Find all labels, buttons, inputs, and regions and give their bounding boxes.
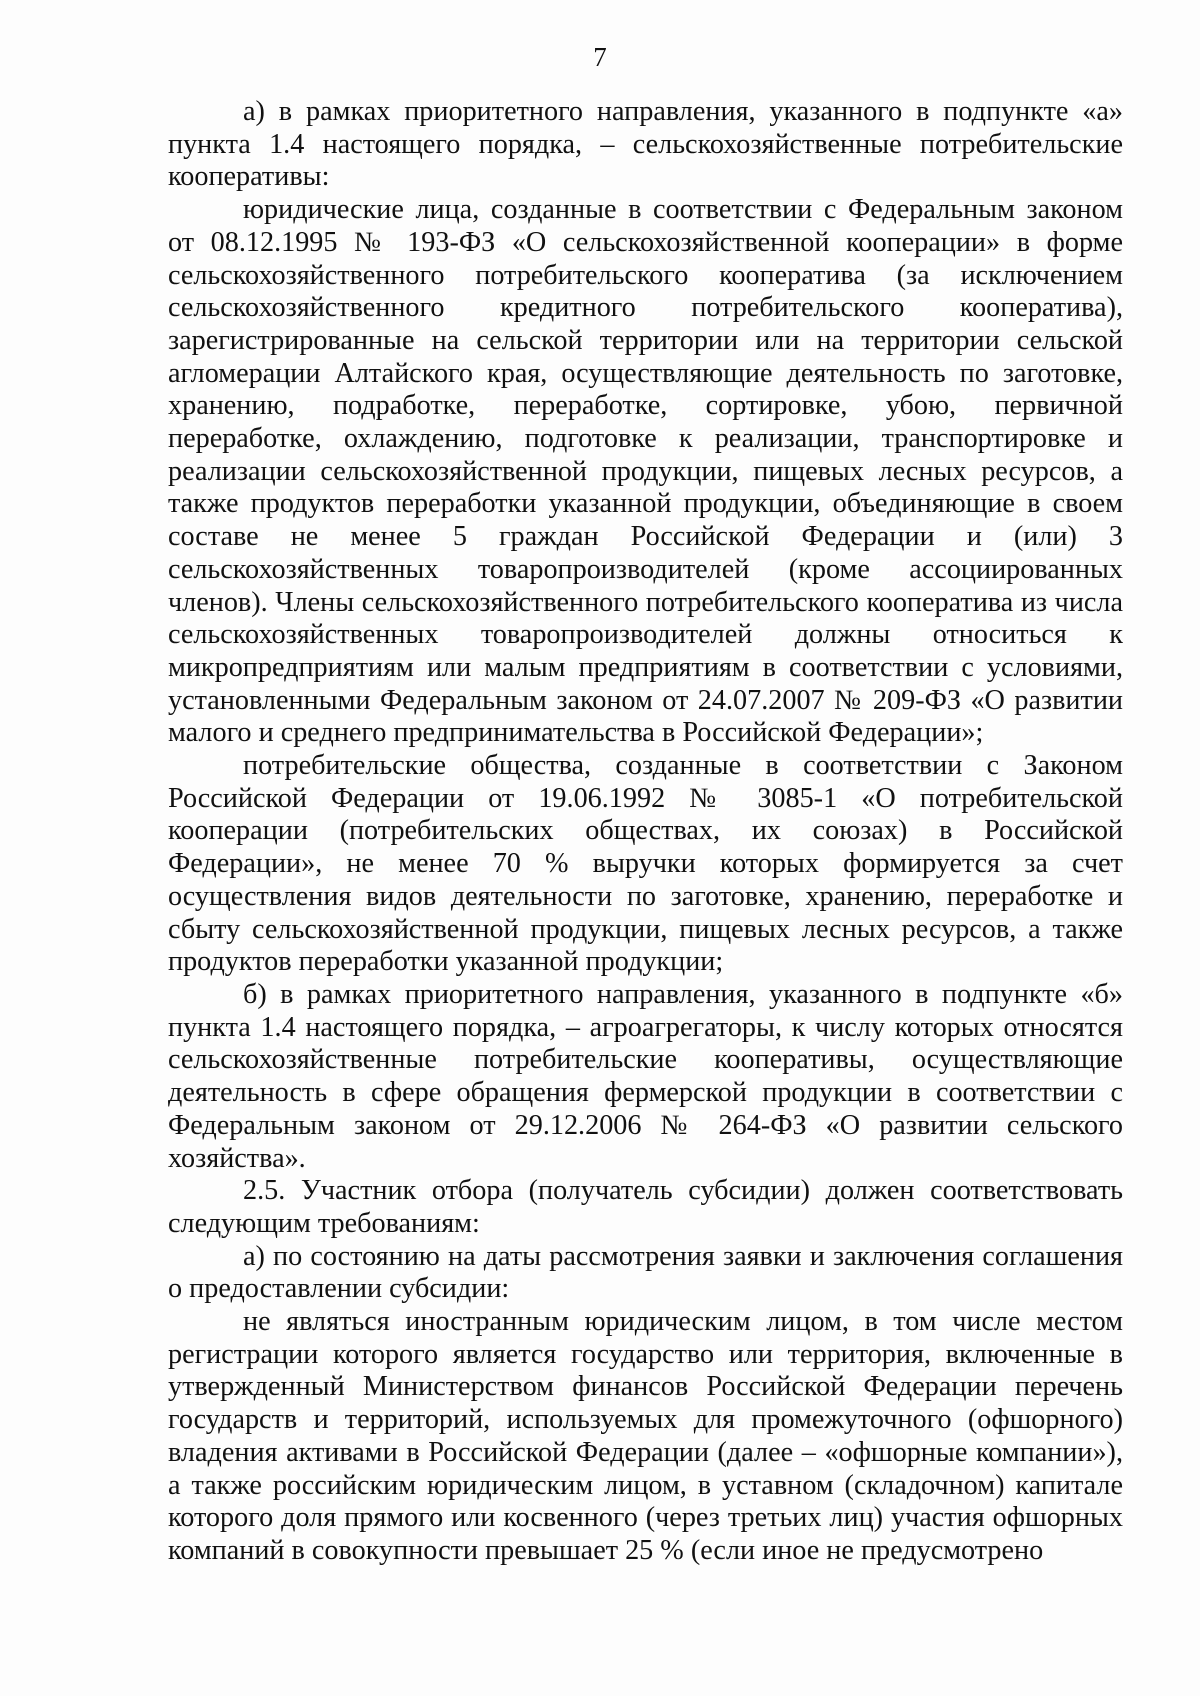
paragraph-legal-entities: юридические лица, созданные в соответствии с Федеральным законом от 08.12.1995 № 193-ФЗ «О сельскохозяйственной кооперации» в форме сельскохозяйственного потребительского кооператива (за исключением сельскохозяйственного кредитного потребительского кооператива), зарегистрированные на сельской территории или на территории сельской агломерации Алтайского края, осуществляющие деятельность по заготовке, хранению, подработке, переработке, сортировке, убою, первичной переработке, охлаждению, подготовке к реализации, транспортировке и реализации сельскохозяйственной продукции, пищевых лесных ресурсов, а также продуктов переработки указанной продукции, объединяющие в своем составе не менее 5 граждан Российской Федерации и (или) 3 сельскохозяйственных товаропроизводителей (кроме ассоциированных членов). Члены сельскохозяйственного потребительского кооператива из числа сельскохозяйственных товаропроизводителей должны относиться к микропредприятиям или малым предприятиям в соответствии с условиями, установленными Федеральным законом от 24.07.2007 № 209-ФЗ «О развитии малого и среднего предпринимательства в Российской Федерации»; — [168, 194, 1123, 749]
page-number: 7 — [593, 42, 607, 72]
paragraph-2-5-requirements: 2.5. Участник отбора (получатель субсидии) должен соответствовать следующим требованиям: — [168, 1175, 1123, 1239]
paragraph-a-application-date: а) по состоянию на даты рассмотрения заявки и заключения соглашения о предоставлении субсидии: — [168, 1240, 1123, 1305]
document-body — [168, 96, 1123, 1568]
paragraph-a-consumer-cooperatives: а) в рамках приоритетного направления, указанного в подпункте «а» пункта 1.4 настоящего порядка, – сельскохозяйственные потребительские кооперативы: — [168, 96, 1123, 193]
paragraph-consumer-societies: потребительские общества, созданные в соответствии с Законом Российской Федерации от 19.06.1992 № 3085-1 «О потребительской кооперации (потребительских обществах, их союзах) в Российской Федерации», не менее 70 % выручки которых формируется за счет осуществления видов деятельности по заготовке, хранению, переработке и сбыту сельскохозяйственной продукции, пищевых лесных ресурсов, а также продуктов переработки указанной продукции; — [168, 750, 1123, 978]
paragraph-b-agroaggregators: б) в рамках приоритетного направления, указанного в подпункте «б» пункта 1.4 настоящего порядка, – агроагрегаторы, к числу которых относятся сельскохозяйственные потребительские кооперативы, осуществляющие деятельность в сфере обращения фермерской продукции в соответствии с Федеральным законом от 29.12.2006 № 264-ФЗ «О развитии сельского хозяйства». — [168, 978, 1123, 1174]
paragraph-offshore-companies: не являться иностранным юридическим лицом, в том числе местом регистрации которого является государство или территория, включенные в утвержденный Министерством финансов Российской Федерации перечень государств и территорий, используемых для промежуточного (офшорного) владения активами в Российской Федерации (далее – «офшорные компании»), а также российским юридическим лицом, в уставном (складочном) капитале которого доля прямого или косвенного (через третьих лиц) участия офшорных компаний в совокупности превышает 25 % (если иное не предусмотрено — [168, 1306, 1123, 1566]
